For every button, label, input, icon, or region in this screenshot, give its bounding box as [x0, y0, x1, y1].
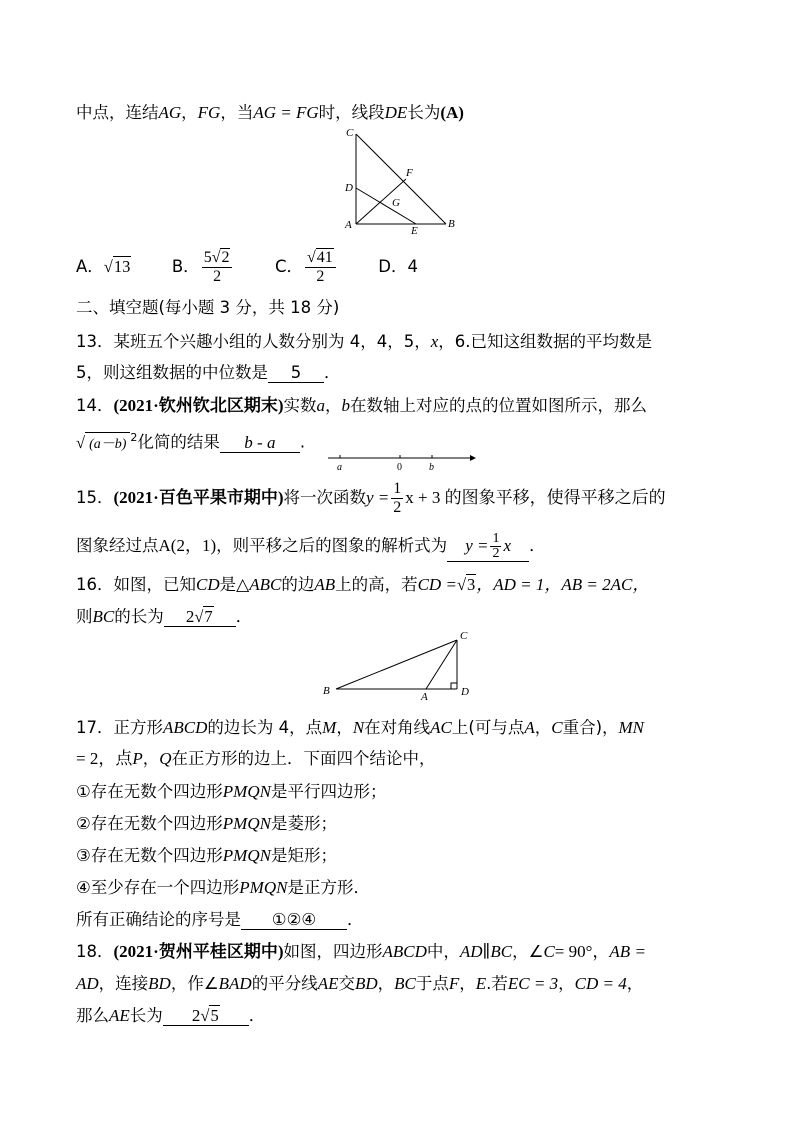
q12-tail-line [76, 103, 464, 123]
section-heading: 二、填空题(每小题 3 分，共 18 分) [76, 298, 340, 317]
number-line [326, 452, 476, 474]
label-c: C [346, 127, 354, 139]
triangle-figure-1 [340, 124, 460, 236]
source-tag: (2021·百色平果市期中) [113, 488, 284, 507]
var: FG [197, 103, 221, 122]
option-d: D．4 [378, 257, 418, 276]
var: DE [384, 103, 408, 122]
option-c-value: $\frac{√41}{2}$ [305, 249, 336, 286]
label-b: B [448, 218, 455, 230]
label-a: A [345, 219, 352, 231]
q14-answer: b - a [220, 434, 300, 453]
option-a-value: √13 [103, 257, 131, 276]
q13-answer: 5 [268, 364, 324, 383]
tick-b: b [429, 462, 434, 473]
triangle-figure-2 [318, 628, 478, 700]
var: AG [158, 103, 182, 122]
text: 时，线段 [318, 103, 385, 122]
q16-line2: 则BC的长为 2√7 ． [76, 607, 253, 626]
q18-line3: 那么AE长为 2√5 ． [76, 1006, 266, 1025]
q15-line1: 15．(2021·百色平果市期中)将一次函数y = $\frac{1}{2}$ x + 3 的图象平移，使得平移之后的 [76, 480, 666, 516]
answer: (A) [440, 103, 464, 122]
label-e: E [411, 225, 418, 236]
q14-line2: √ (a－b) $^2$化简的结果 b - a . [76, 428, 305, 455]
q13-line1: 13．某班五个兴趣小组的人数分别为 4，4，5，x，6.已知这组数据的平均数是 [76, 332, 653, 351]
equation: AG = FG [253, 103, 319, 122]
tick-a: a [337, 462, 342, 473]
option-b-label: B． [171, 257, 200, 276]
q16-line1: 16．如图，已知CD是△ABC的边AB上的高，若CD =√3，AD = 1，AB = 2AC， [76, 575, 650, 594]
text: ， [181, 103, 198, 122]
q13-line2: 5，则这组数据的中位数是 5 ． [76, 363, 341, 382]
label-d: D [461, 686, 469, 698]
q17-conclusion-3: ③存在无数个四边形PMQN是矩形； [76, 846, 337, 865]
q18-line2: AD，连接BD，作∠BAD的平分线AE交BD，BC于点F，E.若EC = 3，CD = 4， [76, 974, 644, 993]
radical-expression: √ (a－b) [76, 433, 130, 455]
q14-line1: 14．(2021·钦州钦北区期末)实数a，b在数轴上对应的点的位置如图所示，那么 [76, 396, 647, 415]
option-b-value: $\frac{5√2}{2}$ [202, 249, 233, 286]
q16-answer: 2√7 [164, 608, 236, 627]
label-a: A [421, 691, 428, 700]
q17-line1: 17．正方形ABCD的边长为 4，点M，N在对角线AC上(可与点A，C重合)，MN [76, 718, 644, 737]
q17-answer: ①②④ [241, 911, 347, 930]
q15-line2: 图象经过点A(2，1)，则平移之后的图象的解析式为 y = $\frac{1}{2}$ x ． [76, 531, 546, 561]
option-a-label: A． [76, 257, 104, 276]
label-f: F [406, 167, 413, 179]
source-tag: (2021·钦州钦北区期末) [113, 396, 284, 415]
q17-conclusion-1: ①存在无数个四边形PMQN是平行四边形； [76, 782, 387, 801]
q17-line7: 所有正确结论的序号是 ①②④ ． [76, 910, 364, 929]
q18-answer: 2√5 [163, 1007, 249, 1026]
tick-zero: 0 [397, 462, 402, 473]
q12-options [76, 244, 418, 290]
q18-line1: 18．(2021·贺州平桂区期中)如图，四边形ABCD中，AD∥BC，∠C= 90°，AB = [76, 942, 646, 961]
q17-line2: = 2，点P，Q在正方形的边上．下面四个结论中， [76, 749, 436, 768]
option-c-label: C． [274, 257, 303, 276]
text: ，当 [220, 103, 254, 122]
label-c: C [460, 630, 468, 642]
label-d: D [345, 182, 353, 194]
q17-conclusion-4: ④至少存在一个四边形PMQN是正方形． [76, 878, 370, 897]
label-b: B [323, 685, 330, 697]
text: 中点，连结 [76, 103, 159, 122]
text: 长为 [407, 103, 441, 122]
q15-answer: y = $\frac{1}{2}$ x [447, 531, 529, 562]
label-g: G [392, 197, 400, 209]
q17-conclusion-2: ②存在无数个四边形PMQN是菱形； [76, 814, 337, 833]
source-tag: (2021·贺州平桂区期中) [113, 942, 284, 961]
